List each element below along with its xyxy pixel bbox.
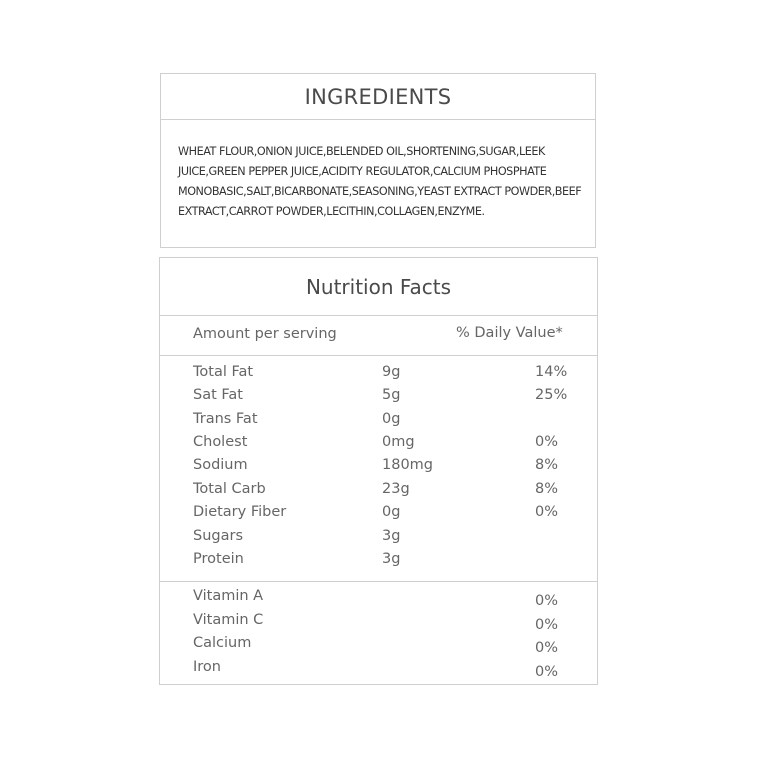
- nutrient-amount: 3g: [382, 551, 401, 567]
- vitamin-name: Vitamin A: [193, 588, 264, 604]
- ingredients-panel: [160, 73, 596, 248]
- nutrient-name: Sodium: [193, 457, 248, 473]
- vitamin-list: [160, 582, 597, 684]
- nutrition-facts-panel: [159, 257, 598, 685]
- vitamin-daily-value: 0%: [535, 593, 559, 609]
- vitamin-row-calcium: [160, 635, 597, 657]
- nutrient-row-sugars: [160, 528, 597, 550]
- nutrient-amount: 23g: [382, 481, 410, 497]
- nutrient-row-dietary-fiber: [160, 504, 597, 526]
- nutrient-daily-value: 25%: [535, 387, 568, 403]
- ingredients-title: INGREDIENTS: [161, 74, 595, 120]
- amount-per-serving-label: Amount per serving: [193, 326, 337, 342]
- nutrient-row-trans-fat: [160, 411, 597, 433]
- nutrient-amount: 5g: [382, 387, 401, 403]
- nutrient-name: Sat Fat: [193, 387, 243, 403]
- nutrient-list: [160, 356, 597, 582]
- nutrient-name: Sugars: [193, 528, 243, 544]
- ingredients-list: [161, 120, 595, 222]
- vitamin-daily-value: 0%: [535, 664, 559, 680]
- vitamin-daily-value: 0%: [535, 617, 559, 633]
- nutrient-row-sodium: [160, 457, 597, 479]
- vitamin-name: Calcium: [193, 635, 252, 651]
- nutrient-name: Total Carb: [193, 481, 266, 497]
- vitamin-row-c: [160, 612, 597, 634]
- nutrient-name: Protein: [193, 551, 244, 567]
- vitamin-name: Iron: [193, 659, 221, 675]
- vitamin-row-iron: [160, 659, 597, 681]
- nutrient-daily-value: 8%: [535, 457, 559, 473]
- nutrient-amount: 0mg: [382, 434, 415, 450]
- nutrient-row-sat-fat: [160, 387, 597, 409]
- ingredients-line: MONOBASIC,SALT,BICARBONATE,SEASONING,YEAST EXTRACT POWDER,BEEF: [178, 185, 582, 198]
- vitamin-daily-value: 0%: [535, 640, 559, 656]
- nutrient-amount: 0g: [382, 411, 401, 427]
- nutrient-row-total-carb: [160, 481, 597, 503]
- nutrient-daily-value: 8%: [535, 481, 559, 497]
- ingredients-line: EXTRACT,CARROT POWDER,LECITHIN,COLLAGEN,ENZYME.: [178, 205, 485, 218]
- nutrient-amount: 9g: [382, 364, 401, 380]
- nutrient-daily-value: 0%: [535, 434, 559, 450]
- nutrient-row-total-fat: [160, 364, 597, 386]
- nutrition-header-row: [160, 316, 597, 356]
- nutrient-name: Total Fat: [193, 364, 254, 380]
- nutrient-name: Dietary Fiber: [193, 504, 287, 520]
- nutrition-facts-title: Nutrition Facts: [160, 258, 597, 316]
- nutrient-daily-value: 0%: [535, 504, 559, 520]
- nutrient-daily-value: 14%: [535, 364, 568, 380]
- nutrient-name: Trans Fat: [193, 411, 258, 427]
- nutrient-amount: 3g: [382, 528, 401, 544]
- nutrient-amount: 180mg: [382, 457, 434, 473]
- ingredients-line: JUICE,GREEN PEPPER JUICE,ACIDITY REGULATOR,CALCIUM PHOSPHATE: [178, 165, 547, 178]
- ingredients-line: WHEAT FLOUR,ONION JUICE,BELENDED OIL,SHORTENING,SUGAR,LEEK: [178, 145, 545, 158]
- nutrient-name: Cholest: [193, 434, 248, 450]
- nutrient-amount: 0g: [382, 504, 401, 520]
- vitamin-name: Vitamin C: [193, 612, 264, 628]
- nutrient-row-cholest: [160, 434, 597, 456]
- daily-value-label: % Daily Value*: [456, 325, 563, 341]
- nutrient-row-protein: [160, 551, 597, 573]
- vitamin-row-a: [160, 588, 597, 610]
